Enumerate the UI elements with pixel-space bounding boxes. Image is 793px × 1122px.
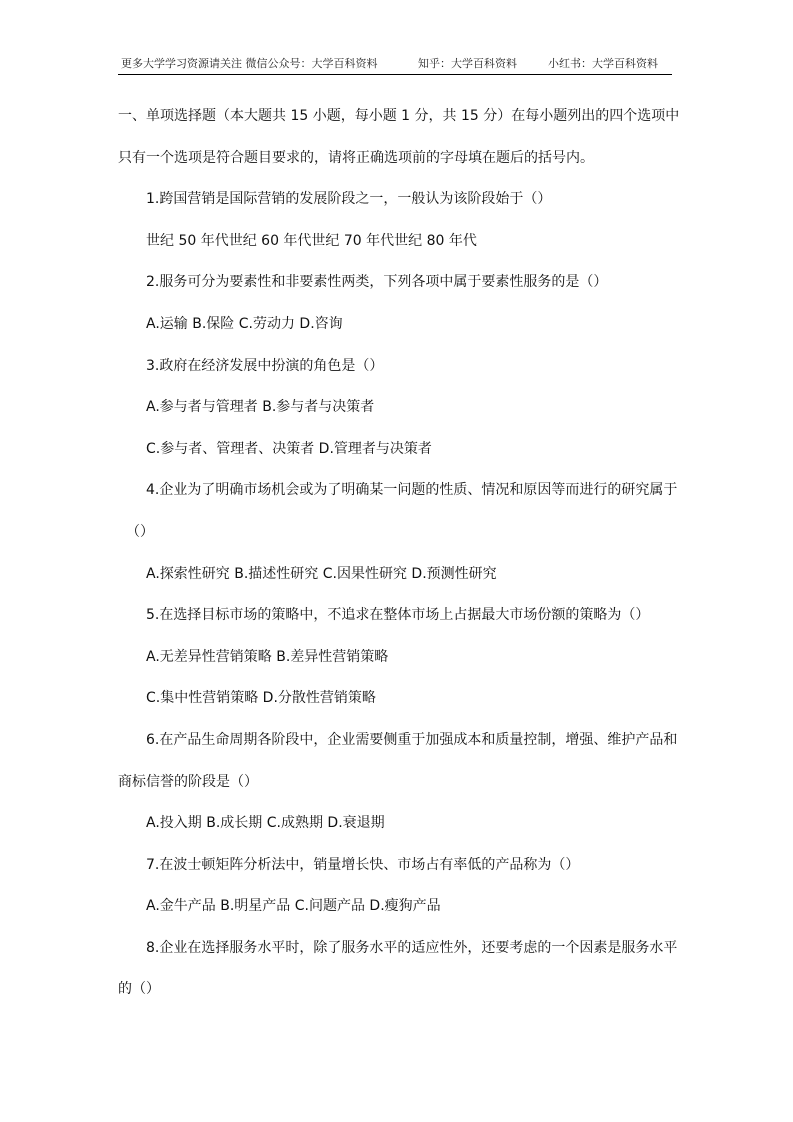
text-line: A.投入期 B.成长期 C.成熟期 D.衰退期: [146, 815, 385, 832]
text-line: A.探索性研究 B.描述性研究 C.因果性研究 D.预测性研究: [146, 565, 497, 582]
text-line: 6.在产品生命周期各阶段中，企业需要侧重于加强成本和质量控制，增强、维护产品和: [146, 731, 678, 748]
document-body: [0, 96, 793, 1011]
text-line: （）: [126, 523, 154, 540]
text-line: C.参与者、管理者、决策者 D.管理者与决策者: [146, 440, 432, 457]
text-line: 只有一个选项是符合题目要求的，请将正确选项前的字母填在题后的括号内。: [118, 149, 594, 166]
text-line: 1.跨国营销是国际营销的发展阶段之一，一般认为该阶段始于（）: [146, 191, 552, 208]
text-line: 8.企业在选择服务水平时，除了服务水平的适应性外，还要考虑的一个因素是服务水平: [146, 939, 678, 956]
text-line: 一、单项选择题（本大题共 15 小题，每小题 1 分，共 15 分）在每小题列出的四个选项中: [118, 108, 680, 124]
text-line: A.无差异性营销策略 B.差异性营销策略: [146, 648, 389, 665]
text-line: 世纪 50 年代世纪 60 年代世纪 70 年代世纪 80 年代: [146, 232, 477, 249]
header-wechat: 更多大学学习资源请关注 微信公众号：大学百科资料: [121, 57, 378, 70]
text-line: 5.在选择目标市场的策略中，不追求在整体市场上占据最大市场份额的策略为（）: [146, 607, 650, 624]
text-line: 4.企业为了明确市场机会或为了明确某一问题的性质、情况和原因等而进行的研究属于: [146, 482, 678, 499]
text-line: 2.服务可分为要素性和非要素性两类，下列各项中属于要素性服务的是（）: [146, 274, 608, 291]
text-line: 商标信誉的阶段是（）: [118, 773, 258, 790]
header-xiaohongshu: 小红书：大学百科资料: [548, 57, 658, 70]
text-line: 7.在波士顿矩阵分析法中，销量增长快、市场占有率低的产品称为（）: [146, 856, 580, 873]
text-line: A.运输 B.保险 C.劳动力 D.咨询: [146, 315, 343, 332]
text-line: A.金牛产品 B.明星产品 C.问题产品 D.瘦狗产品: [146, 898, 441, 915]
text-line: 的（）: [118, 981, 160, 998]
text-line: C.集中性营销策略 D.分散性营销策略: [146, 690, 376, 707]
header-zhihu: 知乎：大学百科资料: [418, 57, 517, 70]
page-header: [118, 52, 672, 75]
text-line: 3.政府在经济发展中扮演的角色是（）: [146, 357, 384, 374]
text-line: A.参与者与管理者 B.参与者与决策者: [146, 399, 375, 416]
